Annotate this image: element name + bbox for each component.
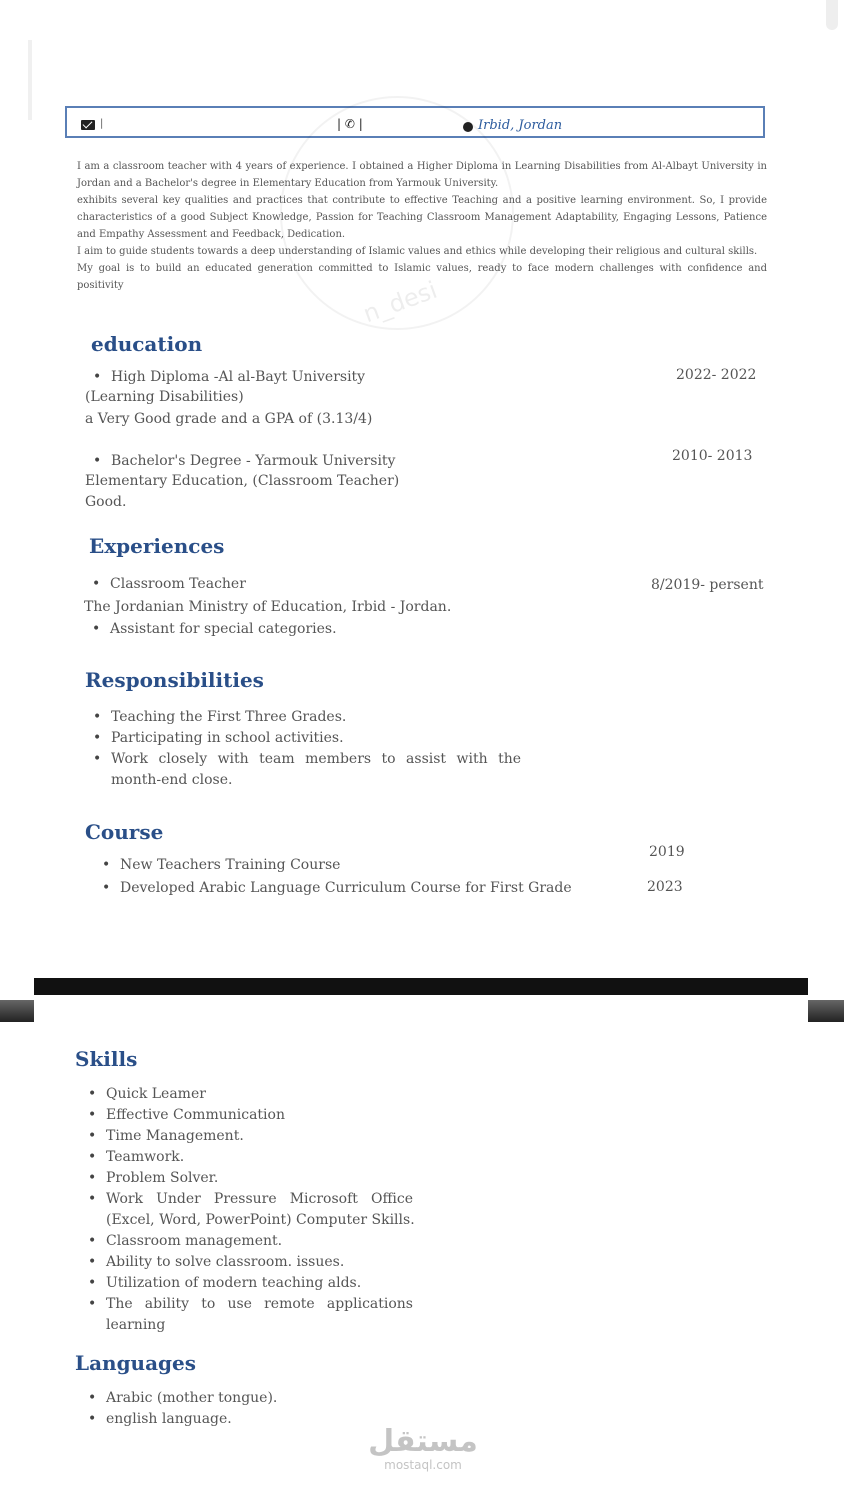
education-item-date: 2010- 2013 — [672, 448, 753, 464]
responsibility-item: • Work closely with team members to assist with the — [111, 751, 521, 767]
corner-mark — [826, 0, 838, 30]
skills-heading: Skills — [75, 1047, 138, 1071]
education-item-date: 2022- 2022 — [676, 367, 757, 383]
language-item: • english language. — [106, 1411, 232, 1427]
education-item-detail: Good. — [85, 494, 127, 510]
page-divider — [34, 978, 808, 995]
summary-paragraph: My goal is to build an educated generation committed to Islamic values, ready to face modern challenges with confidence and positivity — [77, 263, 767, 291]
skill-item: • Work Under Pressure Microsoft Office — [106, 1191, 413, 1207]
course-date: 2023 — [647, 879, 683, 895]
responsibilities-heading: Responsibilities — [85, 668, 264, 692]
skill-item: • Ability to solve classroom. issues. — [106, 1254, 344, 1270]
education-item-title: • Bachelor's Degree - Yarmouk University — [111, 453, 395, 469]
experience-date: 8/2019- persent — [651, 577, 764, 593]
skill-item: • The ability to use remote applications — [106, 1296, 413, 1312]
skill-item: • Effective Communication — [106, 1107, 285, 1123]
phone-value: | — [358, 117, 363, 131]
watermark-text: n_desi — [359, 275, 441, 329]
course-date: 2019 — [649, 844, 685, 860]
skill-item: • Problem Solver. — [106, 1170, 218, 1186]
experience-organization: The Jordanian Ministry of Education, Irbid - Jordan. — [84, 599, 452, 615]
education-item-detail: a Very Good grade and a GPA of (3.13/4) — [85, 411, 373, 427]
mostaql-logo — [368, 1426, 478, 1472]
skill-item-continued: (Excel, Word, PowerPoint) Computer Skills. — [106, 1212, 415, 1228]
location-text: Irbid, Jordan — [478, 118, 563, 133]
mail-icon — [81, 120, 95, 130]
profile-summary — [77, 158, 767, 294]
skill-item: • Teamwork. — [106, 1149, 184, 1165]
education-item-detail: (Learning Disabilities) — [85, 389, 244, 405]
page-divider-left — [0, 1000, 34, 1022]
skill-item-continued: learning — [106, 1317, 166, 1333]
summary-paragraph: I am a classroom teacher with 4 years of experience. I obtained a Higher Diploma in Learning Disabilities from Al-Albayt University in Jordan and a Bachelor's degree in Elementary Education from Yarmouk University. — [77, 161, 767, 189]
phone-icon: | ✆ | — [337, 117, 363, 131]
responsibility-item-continued: month-end close. — [111, 772, 233, 788]
education-item-detail: Elementary Education, (Classroom Teacher) — [85, 473, 400, 489]
experience-role: • Classroom Teacher — [110, 576, 246, 592]
course-item: • Developed Arabic Language Curriculum Course for First Grade — [120, 880, 572, 896]
course-item: • New Teachers Training Course — [120, 857, 340, 873]
course-heading: Course — [85, 820, 164, 844]
skill-item: • Classroom management. — [106, 1233, 282, 1249]
languages-heading: Languages — [75, 1351, 197, 1375]
experience-extra: • Assistant for special categories. — [110, 621, 337, 637]
summary-paragraph: I aim to guide students towards a deep understanding of Islamic values and ethics while developing their religious and cultural skills. — [77, 246, 758, 257]
skill-item: • Quick Leamer — [106, 1086, 206, 1102]
education-item-title: • High Diploma -Al al-Bayt University — [111, 369, 365, 385]
page-edge-shadow — [28, 40, 32, 120]
mostaql-logo-url: mostaql.com — [384, 1458, 462, 1472]
skill-item: • Utilization of modern teaching alds. — [106, 1275, 361, 1291]
responsibility-item: • Participating in school activities. — [111, 730, 344, 746]
mostaql-logo-arabic: مستقل — [368, 1424, 478, 1459]
language-item: • Arabic (mother tongue). — [106, 1390, 277, 1406]
summary-paragraph: exhibits several key qualities and practices that contribute to effective Teaching and a positive learning environment. So, I provide characteristics of a good Subject Knowledge, Passion for Teaching Classroom Management Adaptability, Engaging Lessons, Patience and Empathy Assessment and Feedback, Dedication. — [77, 195, 767, 240]
education-heading: education — [91, 332, 203, 356]
responsibility-item: • Teaching the First Three Grades. — [111, 709, 346, 725]
email-value: | — [100, 118, 104, 129]
experiences-heading: Experiences — [89, 534, 225, 558]
page-divider-right — [808, 1000, 844, 1022]
skill-item: • Time Management. — [106, 1128, 244, 1144]
